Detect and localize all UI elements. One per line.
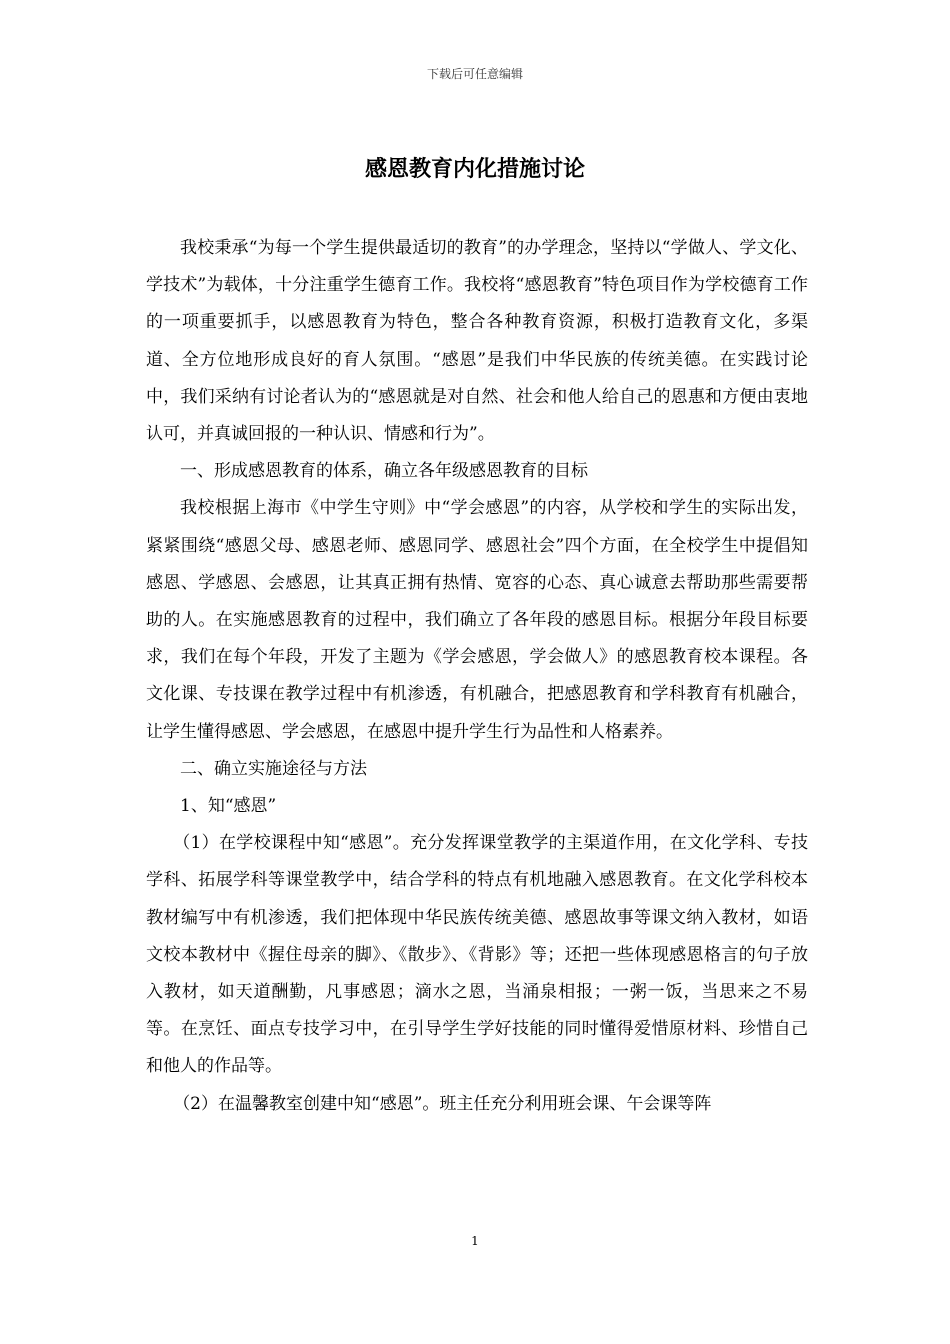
paragraph-item-2: （2）在温馨教室创建中知“感恩”。班主任充分利用班会课、午会课等阵 xyxy=(173,1093,712,1114)
section-heading-2: 二、确立实施途径与方法 xyxy=(180,758,367,779)
document-body xyxy=(146,230,808,1123)
subsection-heading-1: 1、知“感恩” xyxy=(180,796,277,817)
paragraph-intro: 我校秉承“为每一个学生提供最适切的教育”的办学理念，坚持以“学做人、学文化、学技术”为载体，十分注重学生德育工作。我校将“感恩教育”特色项目作为学校德育工作的一项重要抓手，以感恩教育为特色，整合各种教育资源，积极打造教育文化，多渠道、全方位地形成良好的育人氛围。“感恩”是我们中华民族的传统美德。在实践讨论中，我们采纳有讨论者认为的“感恩就是对自然、社会和他人给自己的恩惠和方便由衷地认可，并真诚回报的一种认识、情感和行为”。 xyxy=(146,238,808,445)
page-number: 1 xyxy=(471,1234,479,1248)
page-header: 下载后可任意编辑 xyxy=(426,67,523,81)
document-title: 感恩教育内化措施讨论 xyxy=(364,157,585,182)
paragraph-item-1: （1）在学校课程中知“感恩”。充分发挥课堂教学的主渠道作用，在文化学科、专技学科、拓展学科等课堂教学中，结合学科的特点有机地融入感恩教育。在文化学科校本教材编写中有机渗透，我们把体现中华民族传统美德、感恩故事等课文纳入教材，如语文校本教材中《握住母亲的脚》、《散步》、《背影》等；还把一些体现感恩格言的句子放入教材，如天道酬勤，凡事感恩；滴水之恩，当涌泉相报；一粥一饭，当思来之不易等。在烹饪、面点专技学习中，在引导学生学好技能的同时懂得爱惜原材料、珍惜自己和他人的作品等。 xyxy=(146,833,808,1077)
section-heading-1: 一、形成感恩教育的体系，确立各年级感恩教育的目标 xyxy=(180,461,588,482)
paragraph-section-1: 我校根据上海市《中学生守则》中“学会感恩”的内容，从学校和学生的实际出发，紧紧围绕“感恩父母、感恩老师、感恩同学、感恩社会”四个方面，在全校学生中提倡知感恩、学感恩、会感恩，让其真正拥有热情、宽容的心态、真心诚意去帮助那些需要帮助的人。在实施感恩教育的过程中，我们确立了各年段的感恩目标。根据分年段目标要求，我们在每个年段，开发了主题为《学会感恩，学会做人》的感恩教育校本课程。各文化课、专技课在教学过程中有机渗透，有机融合，把感恩教育和学科教育有机融合，让学生懂得感恩、学会感恩，在感恩中提升学生行为品性和人格素养。 xyxy=(146,498,808,742)
